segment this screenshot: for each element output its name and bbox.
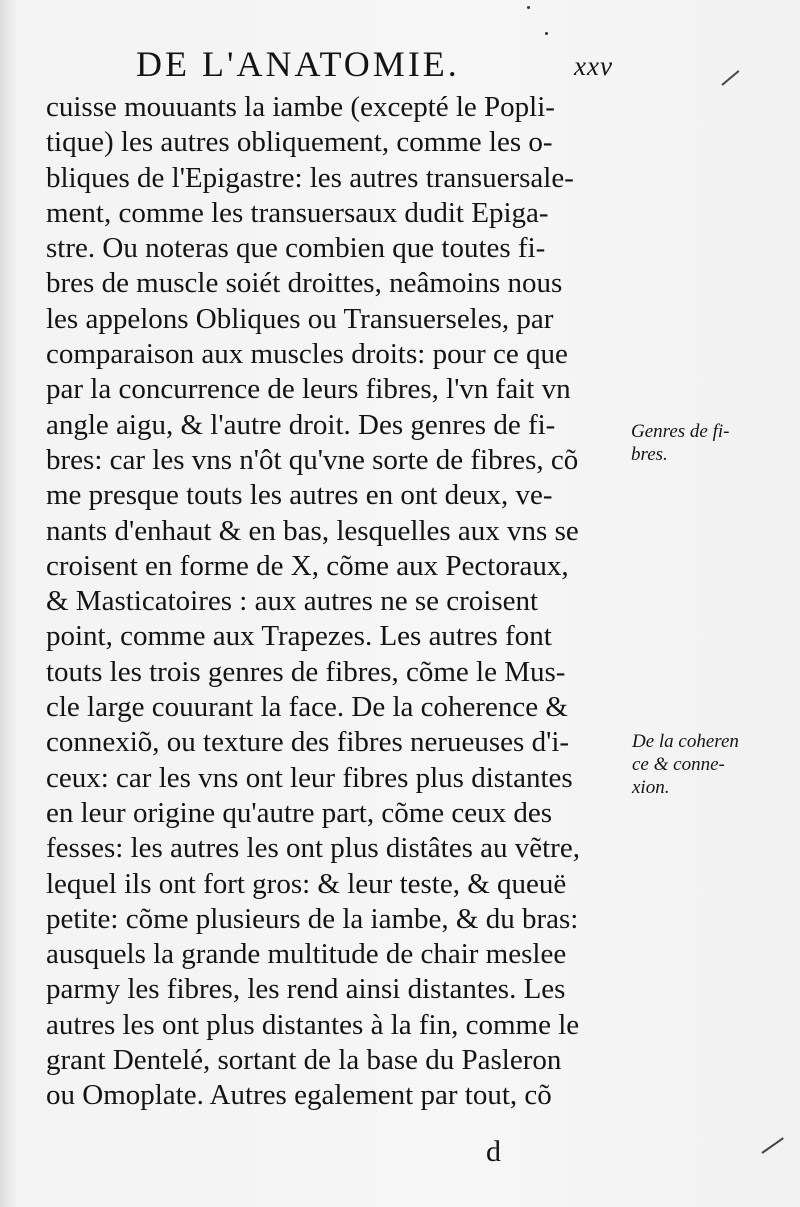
pen-stroke bbox=[761, 1137, 783, 1154]
running-title: DE L'ANATOMIE. bbox=[136, 44, 460, 84]
margin-note-genres bbox=[631, 420, 730, 466]
text-line: bliques de l'Epigastre: les autres transuersale- bbox=[46, 161, 574, 194]
body-text bbox=[46, 90, 626, 1114]
text-line: stre. Ou noteras que combien que toutes fi- bbox=[46, 232, 546, 265]
margin-note-line: ce & conne- bbox=[632, 754, 725, 775]
text-line: en leur origine qu'autre part, cõme ceux des bbox=[46, 796, 553, 829]
ink-speck bbox=[527, 6, 530, 9]
text-line: autres les ont plus distantes à la fin, comme le bbox=[46, 1008, 580, 1041]
text-line: petite: cõme plusieurs de la iambe, & du bras: bbox=[46, 902, 579, 935]
text-line: touts les trois genres de fibres, cõme le Mus- bbox=[46, 655, 566, 688]
text-line: lequel ils ont fort gros: & leur teste, & queuë bbox=[46, 867, 567, 900]
signature-mark: d bbox=[486, 1135, 501, 1168]
text-line: connexiõ, ou texture des fibres nerueuses d'i- bbox=[46, 726, 570, 759]
text-line: grant Dentelé, sortant de la base du Pasleron bbox=[46, 1044, 562, 1077]
text-line: tique) les autres obliquement, comme les o- bbox=[46, 126, 553, 159]
text-line: par la concurrence de leurs fibres, l'vn fait vn bbox=[46, 373, 571, 406]
page-header bbox=[0, 44, 800, 84]
text-line: nants d'enhaut & en bas, lesquelles aux vns se bbox=[46, 514, 579, 547]
text-line: bres de muscle soiét droittes, neâmoins nous bbox=[46, 267, 563, 300]
text-line: angle aigu, & l'autre droit. Des genres de fi- bbox=[46, 408, 556, 441]
margin-note-coherence bbox=[632, 730, 739, 799]
text-line: point, comme aux Trapezes. Les autres font bbox=[46, 620, 552, 653]
text-line: croisent en forme de X, cõme aux Pectoraux, bbox=[46, 549, 569, 582]
folio-number: xxv bbox=[574, 51, 613, 81]
text-line: les appelons Obliques ou Transuerseles, par bbox=[46, 302, 554, 335]
text-line: ausquels la grande multitude de chair meslee bbox=[46, 938, 567, 971]
text-line: & Masticatoires : aux autres ne se croisent bbox=[46, 585, 539, 618]
text-line: fesses: les autres les ont plus distâtes au vẽtre, bbox=[46, 832, 580, 865]
ink-speck bbox=[545, 32, 548, 35]
text-line: ou Omoplate. Autres egalement par tout, cõ bbox=[46, 1079, 552, 1112]
text-line: cle large couurant la face. De la coherence & bbox=[46, 691, 568, 724]
margin-note-line: De la coheren bbox=[632, 731, 739, 752]
text-line: parmy les fibres, les rend ainsi distantes. Les bbox=[46, 973, 566, 1006]
margin-note-line: bres. bbox=[631, 444, 668, 465]
margin-note-line: Genres de fi- bbox=[631, 421, 730, 442]
text-line: comparaison aux muscles droits: pour ce que bbox=[46, 338, 568, 371]
text-line: me presque touts les autres en ont deux, ve- bbox=[46, 479, 553, 512]
margin-note-line: xion. bbox=[632, 777, 670, 798]
text-line: bres: car les vns n'ôt qu'vne sorte de fibres, cõ bbox=[46, 443, 579, 476]
text-line: ment, comme les transuersaux dudit Epiga- bbox=[46, 196, 549, 229]
text-line: ceux: car les vns ont leur fibres plus distantes bbox=[46, 761, 573, 794]
text-line: cuisse mouuants la iambe (excepté le Popli- bbox=[46, 91, 555, 123]
